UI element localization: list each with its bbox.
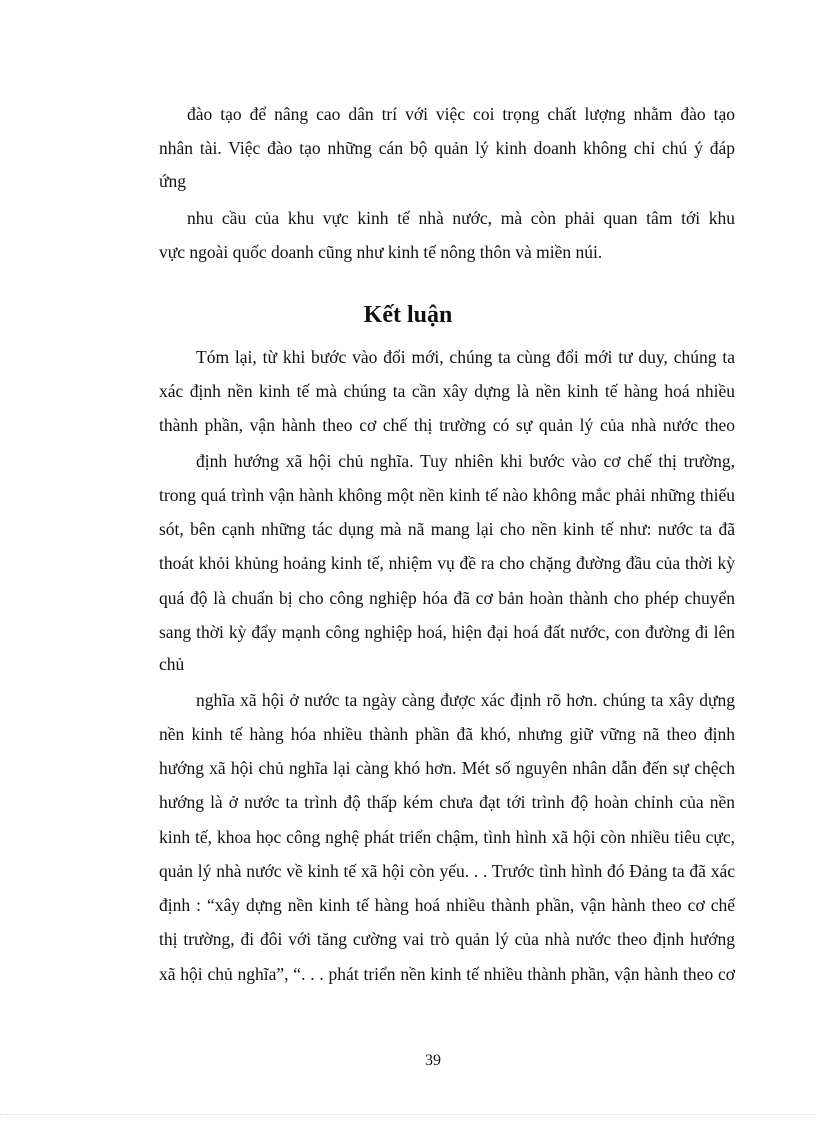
text-line: quản lý nhà nước về kinh tế xã hội còn yếu. . . Trước tình hình đó Đảng ta đã xác (159, 861, 735, 881)
text-line: định : “xây dựng nền kinh tế hàng hoá nhiều thành phần, vận hành theo cơ chế (159, 895, 735, 915)
text-line: Tóm lại, từ khi bước vào đổi mới, chúng ta cùng đổi mới tư duy, chúng ta (196, 347, 735, 367)
text-line: quá độ là chuẩn bị cho công nghiệp hóa đã cơ bản hoàn thành cho phép chuyển (159, 588, 735, 608)
text-line: kinh tế, khoa học công nghệ phát triển chậm, tình hình xã hội còn nhiều tiêu cực, (159, 827, 735, 847)
text-line: vực ngoài quốc doanh cũng như kinh tế nông thôn và miền núi. (159, 242, 603, 262)
text-line: đào tạo để nâng cao dân trí với việc coi trọng chất lượng nhằm đào tạo (187, 104, 735, 124)
text-line: xã hội chủ nghĩa”, “. . . phát triển nền kinh tế nhiều thành phần, vận hành theo cơ (159, 964, 735, 984)
text-line: sang thời kỳ đẩy mạnh công nghiệp hoá, hiện đại hoá đất nước, con đường đi lên (159, 622, 735, 642)
page-bottom-divider (0, 1114, 816, 1115)
text-line: nhu cầu của khu vực kinh tế nhà nước, mà còn phải quan tâm tới khu (187, 208, 735, 228)
text-line: sót, bên cạnh những tác dụng mà nã mang lại cho nền kinh tế như: nước ta đã (159, 519, 735, 539)
text-line: nghĩa xã hội ở nước ta ngày càng được xác định rõ hơn. chúng ta xây dựng (196, 690, 735, 710)
text-line: thị trường, đi đôi với tăng cường vai trò quản lý của nhà nước theo định hướng (159, 929, 735, 949)
text-line: thành phần, vận hành theo cơ chế thị trường có sự quản lý của nhà nước theo (159, 415, 735, 435)
text-line: ứng (159, 171, 186, 191)
text-line: chủ (159, 654, 185, 674)
text-line: định hướng xã hội chủ nghĩa. Tuy nhiên khi bước vào cơ chế thị trường, (196, 451, 735, 471)
text-line: thoát khỏi khủng hoảng kinh tế, nhiệm vụ đề ra cho chặng đường đầu của thời kỳ (159, 553, 735, 573)
text-line: hướng là ở nước ta trình độ thấp kém chưa đạt tới trình độ hoàn chỉnh của nền (159, 792, 735, 812)
text-line: xác định nền kinh tế mà chúng ta cần xây dựng là nền kinh tế hàng hoá nhiều (159, 381, 735, 401)
text-line: nhân tài. Việc đào tạo những cán bộ quản lý kinh doanh không chỉ chú ý đáp (159, 138, 735, 158)
page-number: 39 (425, 1052, 441, 1069)
text-line: hướng xã hội chủ nghĩa lại càng khó hơn. Mét số nguyên nhân dẫn đến sự chệch (159, 758, 735, 778)
section-heading: Kết luận (363, 302, 453, 328)
text-line: nền kinh tế hàng hóa nhiều thành phần đã khó, nhưng giữ vững nã theo định (159, 724, 735, 744)
text-line: trong quá trình vận hành không một nền kinh tế nào không mắc phải những thiếu (159, 485, 735, 505)
